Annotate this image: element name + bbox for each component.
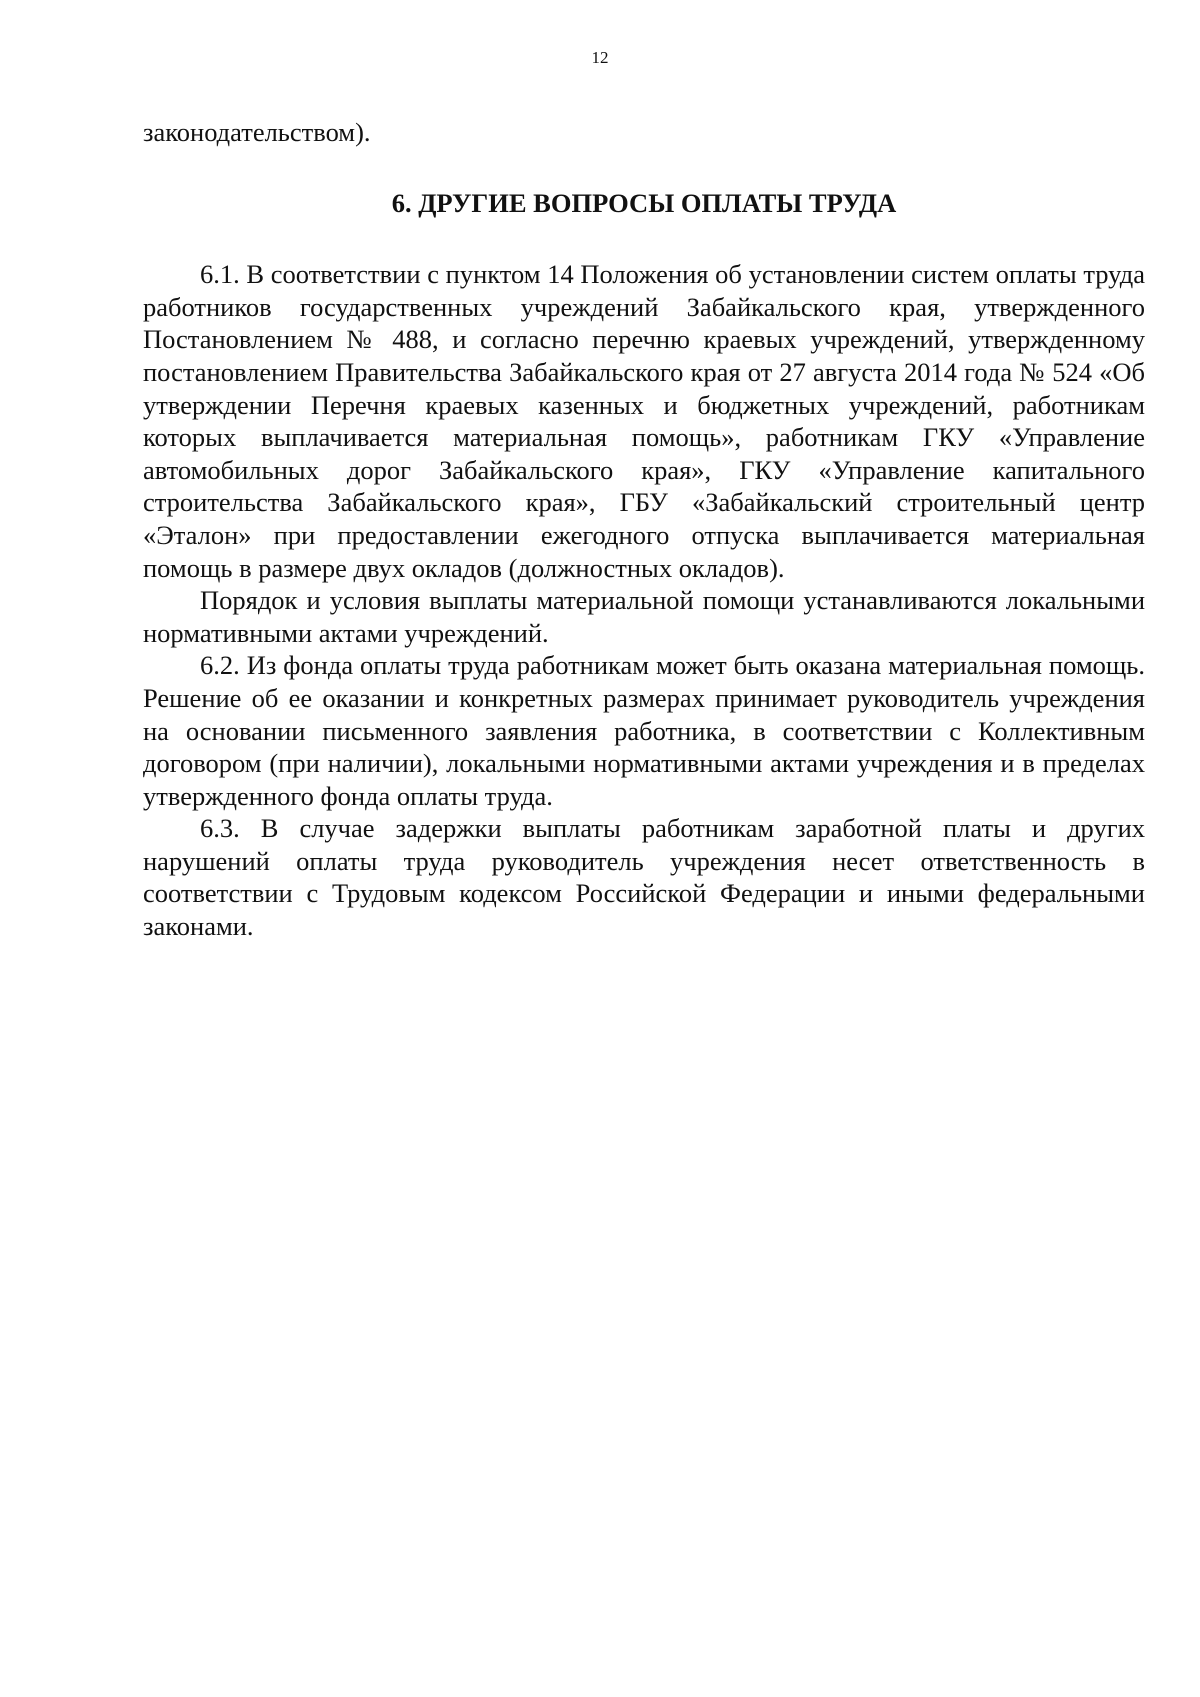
paragraph-6-3: 6.3. В случае задержки выплаты работникам заработной платы и других нарушений оплаты труда руководитель учреждения несет ответственность в соответствии с Трудовым кодексом Российской Федерации и иными федеральными законами.: [143, 813, 1145, 942]
document-body: [143, 116, 1145, 943]
section-title: 6. ДРУГИЕ ВОПРОСЫ ОПЛАТЫ ТРУДА: [391, 187, 897, 218]
paragraph-6-1-order: Порядок и условия выплаты материальной помощи устанавливаются локальными нормативными актами учреждений.: [143, 585, 1145, 648]
page-number: 12: [591, 48, 609, 67]
paragraph-6-1: 6.1. В соответствии с пунктом 14 Положения об установлении систем оплаты труда работников государственных учреждений Забайкальского края, утвержденного Постановлением № 488, и согласно перечню краевых учреждений, утвержденному постановлением Правительства Забайкальского края от 27 августа 2014 года № 524 «Об утверждении Перечня краевых казенных и бюджетных учреждений, работникам которых выплачивается материальная помощь», работникам ГКУ «Управление автомобильных дорог Забайкальского края», ГКУ «Управление капитального строительства Забайкальского края», ГБУ «Забайкальский строительный центр «Эталон» при предоставлении ежегодного отпуска выплачивается материальная помощь в размере двух окладов (должностных окладов).: [143, 259, 1145, 583]
continuation-text: законодательством).: [143, 117, 371, 147]
paragraph-6-2: 6.2. Из фонда оплаты труда работникам может быть оказана материальная помощь. Решение об ее оказании и конкретных размерах принимает руководитель учреждения на основании письменного заявления работника, в соответствии с Коллективным договором (при наличии), локальными нормативными актами учреждения и в пределах утвержденного фонда оплаты труда.: [143, 650, 1145, 811]
